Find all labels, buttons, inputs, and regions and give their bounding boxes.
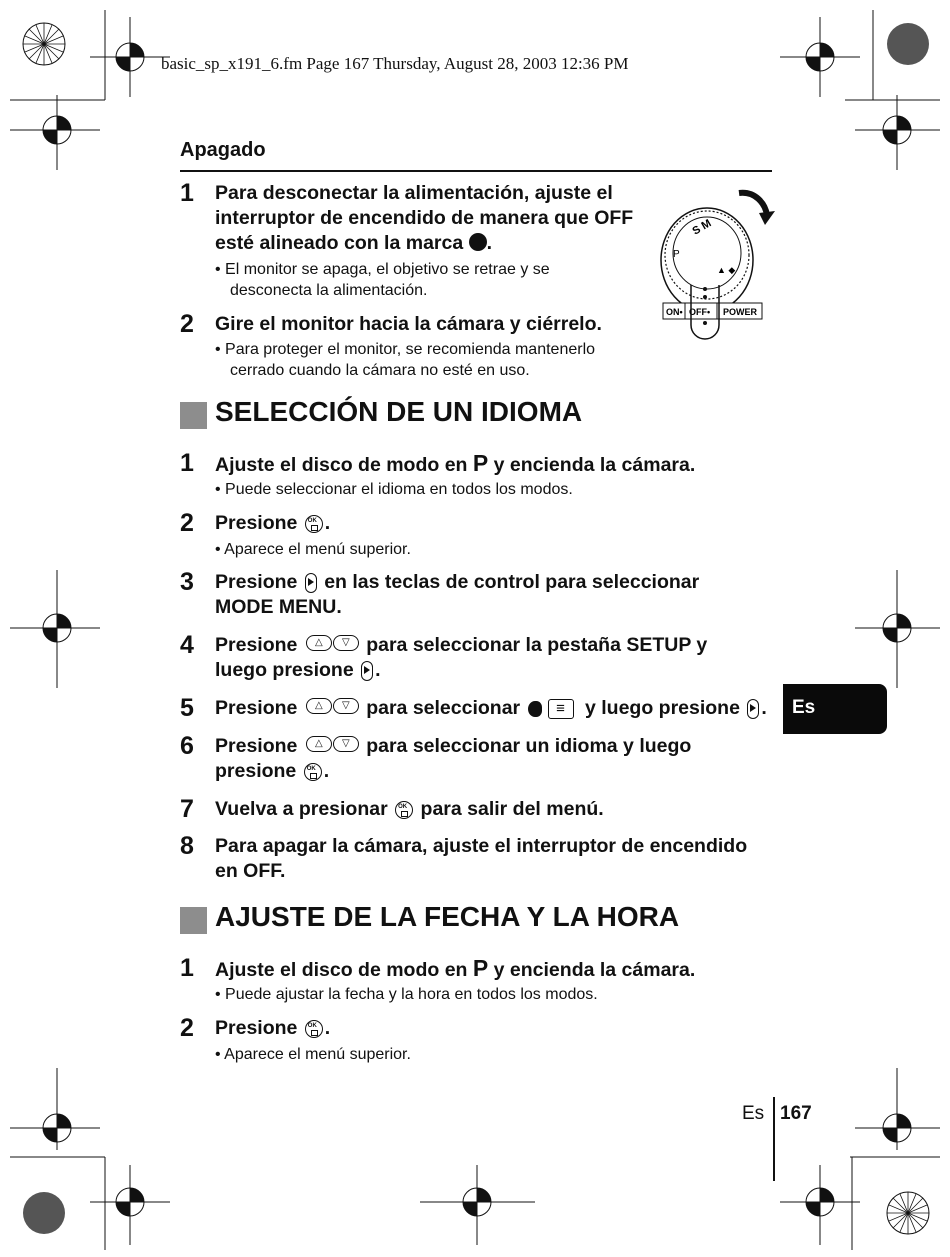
step-text: en OFF. — [215, 860, 286, 882]
step-number: 5 — [180, 694, 194, 722]
step-text: Presione OK. — [215, 511, 330, 536]
up-down-keys-icon — [306, 638, 358, 654]
up-down-keys-icon — [306, 701, 358, 717]
step-text: Ajuste el disco de modo en P y encienda la cámara. — [215, 955, 696, 981]
step-number: 8 — [180, 832, 194, 860]
language-tab — [783, 684, 887, 734]
power-label: POWER — [723, 307, 758, 317]
print-header: basic_sp_x191_6.fm Page 167 Thursday, August 28, 2003 12:36 PM — [161, 54, 629, 73]
step-number: 3 — [180, 568, 194, 596]
filled-circle-icon — [469, 233, 487, 251]
step-text: MODE MENU. — [215, 596, 342, 618]
right-arrow-key-icon — [747, 699, 759, 719]
step-text: Presione △ ▽ para seleccionar un idioma y luego — [215, 734, 691, 759]
step-note: • Para proteger el monitor, se recomienda mantenerlo — [215, 341, 596, 358]
step-text: interruptor de encendido de manera que OFF — [215, 207, 634, 229]
right-arrow-key-icon — [361, 661, 373, 681]
step-number: 2 — [180, 1014, 194, 1042]
step-number: 7 — [180, 795, 194, 823]
step-text: Para desconectar la alimentación, ajuste el — [215, 182, 613, 204]
ok-button-icon — [395, 801, 413, 819]
step-text: Vuelva a presionar OK para salir del menú. — [215, 797, 604, 822]
step-number: 1 — [180, 954, 194, 982]
ok-button-icon — [304, 763, 322, 781]
section-title: SELECCIÓN DE UN IDIOMA — [215, 396, 583, 427]
step-text: Gire el monitor hacia la cámara y ciérrelo. — [215, 313, 602, 335]
step-text: Presione △ ▽ para seleccionar la pestaña SETUP y — [215, 633, 707, 658]
step-note: • Puede seleccionar el idioma en todos los modos. — [215, 481, 573, 498]
svg-text:▲ ◆: ▲ ◆ — [717, 265, 736, 275]
power-switch-illustration — [655, 185, 775, 345]
up-down-keys-icon — [306, 739, 358, 755]
right-arrow-key-icon — [305, 573, 317, 593]
title-rule — [180, 170, 772, 172]
step-number: 2 — [180, 509, 194, 537]
step-number: 2 — [180, 310, 194, 338]
page-number: 167 — [780, 1103, 812, 1124]
step-note: desconecta la alimentación. — [230, 282, 428, 299]
step-number: 6 — [180, 732, 194, 760]
step-text: Presione en las teclas de control para seleccionar — [215, 571, 700, 593]
section-marker — [180, 402, 207, 429]
step-number: 1 — [180, 179, 194, 207]
step-text: luego presione . — [215, 659, 381, 681]
step-number: 4 — [180, 631, 194, 659]
step-text: esté alineado con la marca . — [215, 232, 493, 254]
step-note: • Puede ajustar la fecha y la hora en todos los modos. — [215, 986, 598, 1003]
section-title: AJUSTE DE LA FECHA Y LA HORA — [215, 901, 680, 932]
step-note: • El monitor se apaga, el objetivo se retrae y se — [215, 261, 550, 278]
step-text: Para apagar la cámara, ajuste el interruptor de encendido — [215, 835, 748, 857]
footer-divider — [773, 1097, 775, 1181]
subsection-title: Apagado — [180, 139, 266, 161]
step-note: • Aparece el menú superior. — [215, 1046, 411, 1063]
svg-text:P: P — [673, 249, 680, 260]
step-text: Ajuste el disco de modo en P y encienda la cámara. — [215, 450, 696, 476]
language-tab-label: Es — [792, 697, 816, 718]
ok-button-icon — [305, 1020, 323, 1038]
svg-text:S M: S M — [690, 217, 714, 238]
footer-language: Es — [742, 1103, 765, 1124]
step-text: presione OK. — [215, 759, 329, 784]
ok-button-icon — [305, 515, 323, 533]
step-note: cerrado cuando la cámara no esté en uso. — [230, 362, 530, 379]
step-note: • Aparece el menú superior. — [215, 541, 411, 558]
step-number: 1 — [180, 449, 194, 477]
step-text: Presione △ ▽ para seleccionar ≡ y luego presione . — [215, 696, 767, 721]
on-label: ON• — [666, 307, 683, 317]
section-marker — [180, 907, 207, 934]
step-text: Presione OK. — [215, 1016, 330, 1041]
language-menu-icon — [528, 699, 578, 719]
off-label: OFF• — [689, 307, 711, 317]
